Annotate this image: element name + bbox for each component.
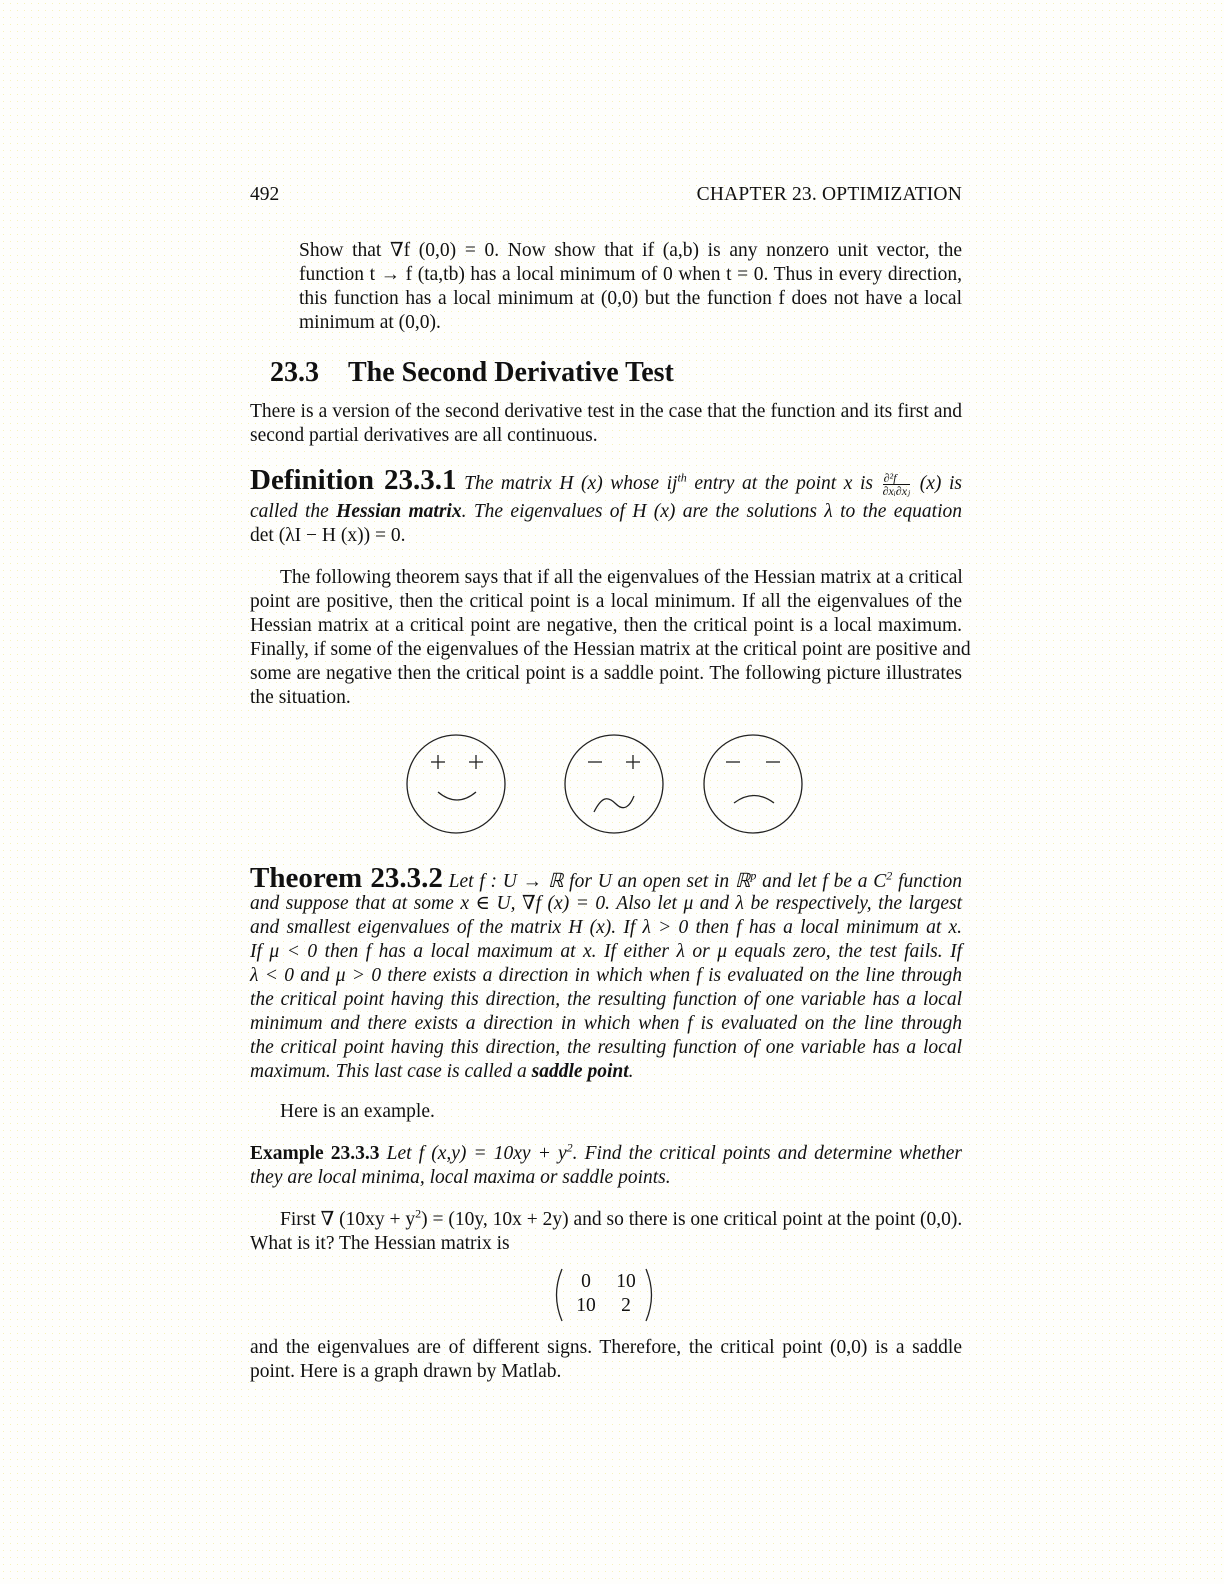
definition-line-3: det (λI − H (x)) = 0.	[250, 525, 406, 546]
text-line: There is a version of the second derivative test in the case that the function and its first and	[250, 401, 962, 422]
text-line: point are positive, then the critical point is a local minimum. If all the eigenvalues of the	[250, 591, 962, 612]
superscript: 2	[886, 868, 893, 883]
text-line: Hessian matrix at a critical point are negative, then the critical point is a local maximum.	[250, 615, 962, 636]
text-line: If μ < 0 then f has a local maximum at x. If either λ or μ equals zero, the test fails. If	[250, 941, 962, 962]
text-line: Show that ∇f (0,0) = 0. Now show that if (a,b) is any nonzero unit vector, the	[299, 240, 962, 261]
text-line: λ < 0 and μ > 0 there exists a direction in which when f is evaluated on the line through	[250, 965, 962, 986]
text-line: the critical point having this direction, the resulting function of one variable has a local	[250, 1037, 962, 1058]
eigenvalue-faces-figure	[404, 732, 804, 838]
section-intro	[250, 400, 962, 448]
text-line: The following theorem says that if all the eigenvalues of the Hessian matrix at a critical	[280, 567, 963, 588]
text-line: minimum and there exists a direction in which when f is evaluated on the line through	[250, 1013, 962, 1034]
text-run: called the	[250, 501, 337, 522]
saddle-point-face-icon	[565, 735, 663, 833]
text-run: entry at the point x is	[686, 473, 881, 494]
definition-line-2	[250, 500, 962, 524]
superscript: 2	[566, 1140, 573, 1155]
text-line: minimum at (0,0).	[299, 312, 441, 333]
text-line: the situation.	[250, 687, 351, 708]
matrix-cell: 10	[576, 1295, 596, 1316]
text-line: point. Here is a graph drawn by Matlab.	[250, 1361, 562, 1382]
text-line: Finally, if some of the eigenvalues of the Hessian matrix at the critical point are positive and	[250, 639, 971, 660]
local-maximum-face-icon	[704, 735, 802, 833]
fraction-numerator: ∂²f	[883, 472, 911, 485]
partial-derivative-fraction	[883, 472, 911, 497]
text-line: second partial derivatives are all continuous.	[250, 425, 598, 446]
text-line: and smallest eigenvalues of the matrix H (x). If λ > 0 then f has a local minimum at x.	[250, 917, 962, 938]
theorem-last-line	[250, 1060, 962, 1084]
matrix-cell: 0	[581, 1271, 591, 1292]
intro-paragraph	[299, 239, 962, 335]
section-number: 23.3	[270, 357, 319, 388]
local-minimum-face-icon	[407, 735, 505, 833]
faces-svg	[404, 732, 804, 838]
chapter-title: CHAPTER 23. OPTIMIZATION	[696, 184, 962, 205]
text-run: function	[892, 871, 962, 892]
text-run: Let f : U → ℝ for U an open set in ℝ	[448, 871, 751, 892]
text-run: and let f be a C	[756, 871, 887, 892]
theorem-block	[250, 862, 962, 1082]
section-title: The Second Derivative Test	[348, 357, 674, 388]
text-run: Let f (x,y) = 10xy + y	[379, 1143, 567, 1164]
example-line-1	[250, 1142, 962, 1166]
matrix-cell: 2	[621, 1295, 631, 1316]
text-line: they are local minima, local maxima or saddle points.	[250, 1167, 671, 1188]
running-header	[250, 184, 962, 208]
text-run: First ∇ (10xy + y	[280, 1209, 416, 1230]
section-heading	[270, 357, 674, 389]
solution-line-1	[280, 1208, 962, 1232]
definition-line-1	[250, 464, 962, 500]
matrix-cell: 10	[616, 1271, 636, 1292]
text-line: What is it? The Hessian matrix is	[250, 1233, 510, 1254]
text-line: this function has a local minimum at (0,0) but the function f does not have a local	[299, 288, 962, 309]
text-run: ) = (10y, 10x + 2y) and so there is one critical point at the point (0,0).	[421, 1209, 963, 1230]
page-number: 492	[250, 184, 280, 205]
term-saddle-point: saddle point	[531, 1061, 629, 1082]
superscript: 2	[415, 1206, 422, 1221]
text-run: . Find the critical points and determine whether	[572, 1143, 963, 1164]
text-run: .	[628, 1061, 634, 1082]
matrix-parentheses	[550, 1266, 660, 1324]
text-line: and the eigenvalues are of different signs. Therefore, the critical point (0,0) is a saddle	[250, 1337, 962, 1358]
theorem-label: Theorem 23.3.2	[250, 862, 443, 894]
example-block	[250, 1142, 962, 1190]
text-line: some are negative then the critical point is a saddle point. The following picture illustrates	[250, 663, 962, 684]
definition-block	[250, 464, 962, 550]
text-run: maximum. This last case is called a	[250, 1061, 532, 1082]
hessian-matrix	[550, 1266, 660, 1324]
fraction-denominator: ∂xᵢ∂xⱼ	[882, 484, 911, 499]
term-hessian-matrix: Hessian matrix	[336, 501, 462, 522]
superscript: th	[677, 470, 687, 485]
text-run: . The eigenvalues of H (x) are the solutions λ to the equation	[461, 501, 962, 522]
text-run: (x) is	[912, 473, 962, 494]
discussion-paragraph	[250, 566, 971, 710]
conclusion-paragraph	[250, 1336, 962, 1384]
definition-label: Definition 23.3.1	[250, 464, 457, 496]
text-run: The matrix H (x) whose ij	[464, 473, 678, 494]
solution-block	[250, 1208, 962, 1256]
superscript: p	[750, 868, 757, 883]
text-line: the critical point having this direction, the resulting function of one variable has a local	[250, 989, 962, 1010]
example-label: Example 23.3.3	[250, 1143, 380, 1164]
text-line: function t → f (ta,tb) has a local minimum of 0 when t = 0. Thus in every direction,	[299, 264, 962, 285]
example-intro: Here is an example.	[280, 1101, 435, 1122]
text-line: and suppose that at some x ∈ U, ∇f (x) = 0. Also let μ and λ be respectively, the largest	[250, 893, 962, 914]
